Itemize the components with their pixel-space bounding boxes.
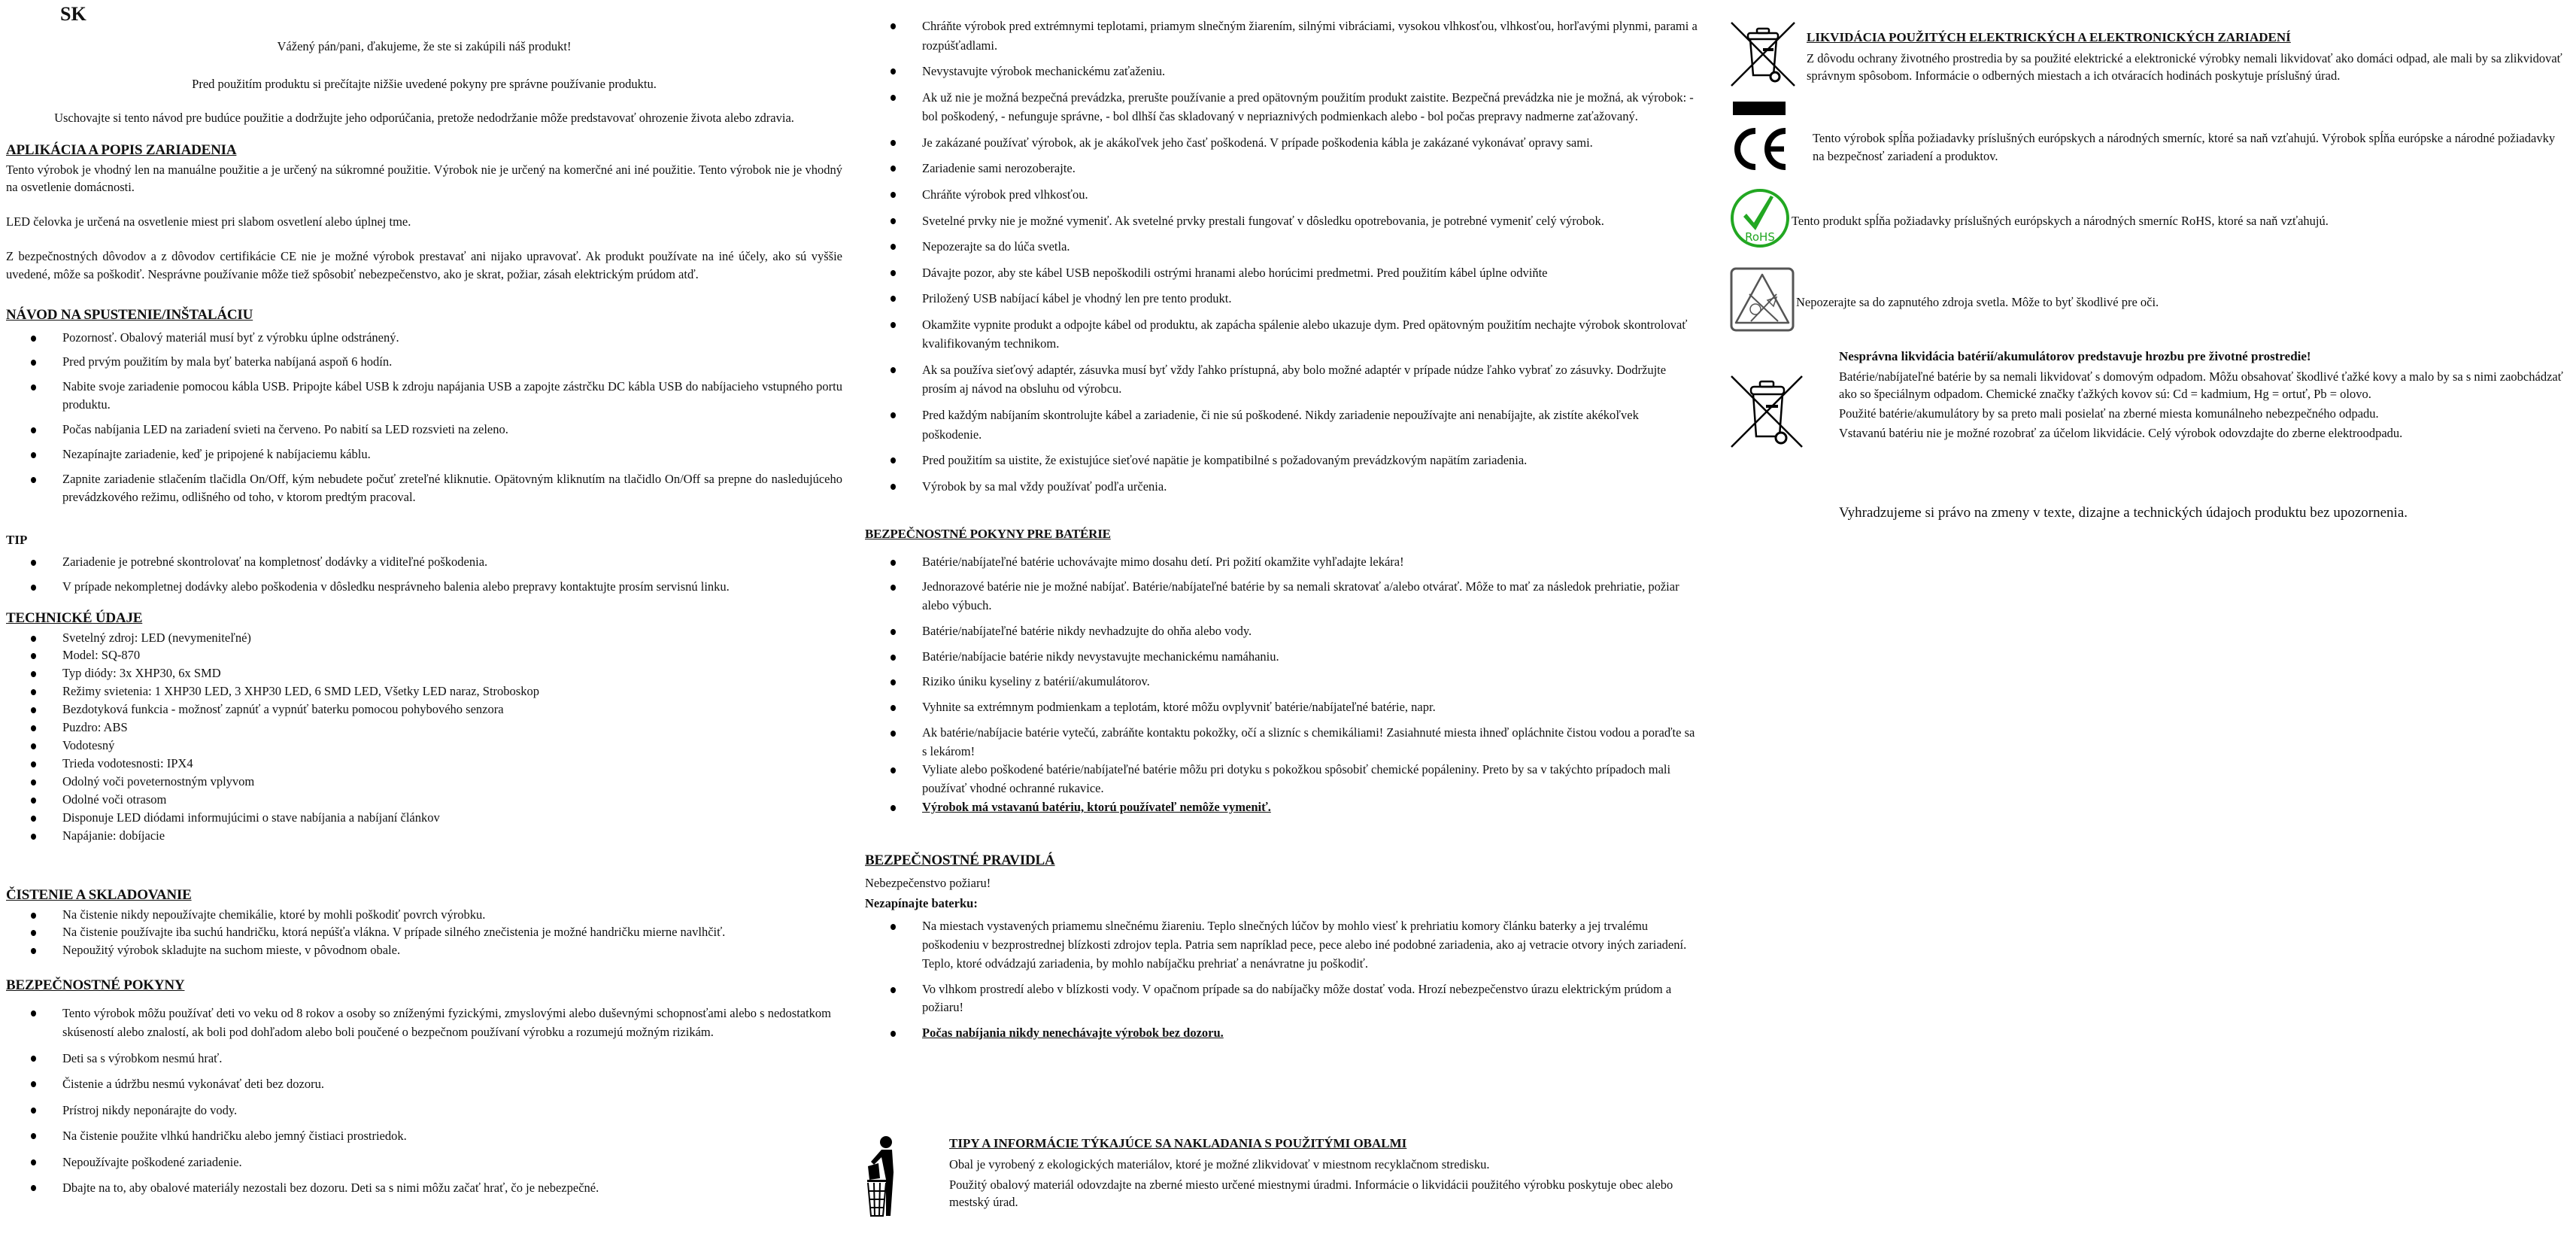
- battery-disposal-title: Nesprávna likvidácia batérií/akumulátorov predstavuje hrozbu pre životné prostredie!: [1839, 349, 2311, 363]
- spec-item: Disponuje LED diódami informujúcimi o stave nabíjania a nabíjaní článkov: [62, 809, 842, 827]
- list-item: Na miestach vystavených priamemu slnečnému žiareniu. Teplo slnečných lúčov by mohlo viesť k prehriatiu komory článku baterky a jej trvalému poškodeniu v bezprostrednej blízkosti zdrojov tepla. Patria sem napríklad pece, pece alebo iné podobné zariadenia, ako aj vetracie otvory iných zariadení. Teplo, ktoré odvádzajú zariadenia, by mohlo nabíjačku prehriať a nenávratne ju poškodiť.: [922, 917, 1700, 973]
- paragraph: LED čelovka je určená na osvetlenie miest pri slabom osvetlení alebo úplnej tme.: [6, 214, 411, 229]
- section-tip: [6, 531, 842, 602]
- weee-paragraph: Z dôvodu ochrany životného prostredia by sa použité elektrické a elektronické výrobky nemali likvidovať ako domáci odpad, ale mali by sa zlikvidovať správnym spôsobom. Informácie o odberných miestach a ich otváracích hodinách poskytuje príslušný úrad.: [1807, 50, 2562, 83]
- battery-emphasis: Výrobok má vstavanú batériu, ktorú používateľ nemôže vymeniť.: [922, 798, 1700, 817]
- section-battery-disposal: [1730, 348, 2568, 455]
- section-title: NÁVOD NA SPUSTENIE/INŠTALÁCIU: [6, 307, 253, 323]
- list-item: Výrobok by sa mal vždy používať podľa určenia.: [922, 477, 1700, 497]
- section-installation: [6, 305, 842, 513]
- crossed-bin-icon: [1730, 348, 1839, 455]
- list-item: Priložený USB nabíjací kábel je vhodný len pre tento produkt.: [922, 289, 1700, 308]
- list-item: Pred použitím sa uistite, že existujúce sieťové napätie je kompatibilné s požadovaným prevádzkovým napätím zariadenia.: [922, 451, 1700, 470]
- list-item: Ak batérie/nabíjacie batérie vytečú, zabráňte kontaktu pokožky, očí a slizníc s chemikáliami! Zasiahnuté miesta ihneď opláchnite čistou vodou a poraďte sa s lekárom!: [922, 724, 1700, 761]
- list-item: Chráňte výrobok pred vlhkosťou.: [922, 185, 1700, 205]
- section-packaging: [865, 1135, 1700, 1223]
- spec-item: Režimy svietenia: 1 XHP30 LED, 3 XHP30 LED, 6 SMD LED, Všetky LED naraz, Stroboskop: [62, 682, 842, 700]
- battery-disposal-line: Použité batérie/akumulátory by sa preto mali posielať na zberné miesta komunálneho nebezpečného odpadu.: [1839, 406, 2379, 421]
- ce-mark-icon: [1730, 126, 1813, 177]
- list-item: Čistenie a údržbu nesmú vykonávať deti bez dozoru.: [62, 1074, 842, 1094]
- spec-item: Trieda vodotesnosti: IPX4: [62, 755, 842, 773]
- litter-bin-icon: [865, 1135, 949, 1223]
- ce-text: Tento výrobok spĺňa požiadavky príslušných európskych a národných smerníc, ktoré sa naň vzťahujú. Výrobok spĺňa európske a národné požiadavky na bezpečnosť zariadení a produktov.: [1813, 131, 2556, 163]
- list-item: Zariadenie sami nerozoberajte.: [922, 159, 1700, 178]
- list-item: Vo vlhkom prostredí alebo v blízkosti vody. V opačnom prípade sa do nabíjačky môže dostať voda. Hrozí nebezpečenstvo úrazu elektrickým prúdom a požiaru!: [922, 980, 1700, 1018]
- list-item: Na čistenie použite vlhkú handričku alebo jemný čistiaci prostriedok.: [62, 1126, 842, 1146]
- list-item: Nezapínajte zariadenie, keď je pripojené k nabíjaciemu káblu.: [62, 445, 842, 463]
- list-item: Pred každým nabíjaním skontrolujte kábel a zariadenie, či nie sú poškodené. Nikdy zariadenie nepoužívajte ani nenabíjajte, ak zistíte akékoľvek poškodenie.: [922, 406, 1700, 444]
- list-item: Batérie/nabíjacie batérie nikdy nevystavujte mechanickému namáhaniu.: [922, 648, 1700, 667]
- list-item: Chráňte výrobok pred extrémnymi teplotami, priamym slnečným žiarením, silnými vibráciami, vysokou vlhkosťou, vlhkosťou, horľavými plynmi, parami a rozpúšťadlami.: [922, 17, 1700, 55]
- spec-item: Vodotesný: [62, 737, 842, 755]
- eye-warning-text: Nepozerajte sa do zapnutého zdroja svetla. Môže to byť škodlivé pre oči.: [1796, 294, 2159, 309]
- spec-item: Model: SQ-870: [62, 646, 842, 664]
- section-title: TECHNICKÉ ÚDAJE: [6, 610, 143, 626]
- list-item: Batérie/nabíjateľné batérie nikdy nevhadzujte do ohňa alebo vody.: [922, 622, 1700, 641]
- spec-item: Bezdotyková funkcia - možnosť zapnúť a vypnúť baterku pomocou pohybového senzora: [62, 700, 842, 719]
- section-title: BEZPEČNOSTNÉ POKYNY: [6, 977, 185, 993]
- list-item: Vyliate alebo poškodené batérie/nabíjateľné batérie môžu pri dotyku s pokožkou spôsobiť chemické popáleniny. Preto by sa v takýchto prípadoch mali používať vhodné ochranné rukavice.: [922, 761, 1700, 798]
- installation-list: [6, 329, 842, 506]
- spec-item: Typ diódy: 3x XHP30, 6x SMD: [62, 664, 842, 682]
- spec-item: Puzdro: ABS: [62, 719, 842, 737]
- rohs-text: Tento produkt spĺňa požiadavky príslušných európskych a národných smerníc RoHS, ktoré sa naň vzťahujú.: [1792, 213, 2329, 228]
- list-item: Dávajte pozor, aby ste kábel USB nepoškodili ostrými hranami alebo horúcimi predmetmi. Pred použitím kábel úplne odviňte: [922, 263, 1700, 283]
- list-item: Dbajte na to, aby obalové materiály nezostali bez dozoru. Deti sa s nimi môžu začať hrať, čo je nebezpečné.: [62, 1178, 842, 1198]
- list-item: Vyhnite sa extrémnym podmienkam a teplotám, ktoré môžu ovplyvniť batérie/nabíjateľné batérie, napr.: [922, 698, 1700, 717]
- crossed-bin-icon: [1730, 21, 1807, 115]
- cleaning-list: [6, 906, 842, 960]
- spec-item: Napájanie: dobíjacie: [62, 827, 842, 845]
- section-battery-safety: [865, 525, 1700, 824]
- list-item: Pred prvým použitím by mala byť baterka nabíjaná aspoň 6 hodín.: [62, 353, 842, 371]
- section-weee: [1730, 21, 2568, 115]
- paragraph: Tento výrobok je vhodný len na manuálne použitie a je určený na súkromné použitie. Výrobok nie je určený na komerčné ani iné použitie. Tento výrobok nie je vhodný na osvetlenie domácnosti.: [6, 162, 842, 195]
- language-code: SK: [60, 3, 86, 25]
- disclaimer: Vyhradzujeme si právo na zmeny v texte, dizajne a technických údajoch produktu bez upozornenia.: [1839, 505, 2408, 521]
- safety-list: [6, 1004, 842, 1199]
- section-application: [6, 140, 842, 284]
- safety-list-continued: [865, 17, 1700, 496]
- spec-item: Odolný voči poveternostným vplyvom: [62, 773, 842, 791]
- section-title: TIP: [6, 533, 28, 547]
- list-item: Riziko úniku kyseliny z batérií/akumulátorov.: [922, 673, 1700, 691]
- section-title: TIPY A INFORMÁCIE TÝKAJÚCE SA NAKLADANIA S POUŽITÝMI OBALMI: [949, 1136, 1407, 1150]
- packaging-line: Použitý obalový materiál odovzdajte na zberné miesto určené miestnymi úradmi. Informácie o likvidácii použitého výrobku poskytuje obec alebo mestský úrad.: [949, 1177, 1673, 1210]
- technical-list: [6, 629, 842, 845]
- section-title: BEZPEČNOSTNÉ POKYNY PRE BATÉRIE: [865, 527, 1111, 541]
- list-item: Svetelné prvky nie je možné vymeniť. Ak svetelné prvky prestali fungovať v dôsledku opotrebovania, je potrebné vymeniť celý výrobok.: [922, 211, 1700, 231]
- section-title: APLIKÁCIA A POPIS ZARIADENIA: [6, 142, 237, 158]
- list-item: Nepoužívajte poškodené zariadenie.: [62, 1153, 842, 1172]
- list-item: Ak už nie je možná bezpečná prevádzka, prerušte používanie a pred opätovným použitím produkt zaistite. Bezpečná prevádzka nie je možná, ak výrobok: - bol poškodený, - nefunguje správne, - bol dlhší čas skladovaný v nepriaznivých podmienkach alebo - bol počas prepravy nadmerne zaťažovaný.: [922, 88, 1700, 126]
- section-safety-rules: [865, 850, 1700, 1050]
- intro-greeting: Vážený pán/pani, ďakujeme, že ste si zakúpili náš produkt!: [277, 39, 572, 53]
- list-item: Prístroj nikdy neponárajte do vody.: [62, 1101, 842, 1120]
- list-item: Nevystavujte výrobok mechanickému zaťaženiu.: [922, 62, 1700, 81]
- list-item: Okamžite vypnite produkt a odpojte kábel od produktu, ak zapácha spálenie alebo ukazuje dym. Pred opätovným použitím nechajte výrobok skontrolovať kvalifikovaným technikom.: [922, 315, 1700, 354]
- section-rohs: [1730, 188, 2568, 254]
- list-item: Počas nabíjania LED na zariadení svieti na červeno. Po nabití sa LED rozsvieti na zeleno.: [62, 421, 842, 439]
- safety-rules-list: [865, 917, 1700, 1043]
- battery-disposal-line: Batérie/nabíjateľné batérie by sa nemali likvidovať s domovým odpadom. Môžu obsahovať škodlivé ťažké kovy a malo by sa s nimi zaobchádzať ako so špeciálnym odpadom. Chemické značky ťažkých kovov sú: Cd = kadmium, Hg = ortuť, Pb = olovo.: [1839, 369, 2563, 401]
- section-title: LIKVIDÁCIA POUŽITÝCH ELEKTRICKÝCH A ELEKTRONICKÝCH ZARIADENÍ: [1807, 30, 2291, 44]
- rohs-icon: [1730, 188, 1792, 254]
- list-item: Na čistenie používajte iba suchú handričku, ktorá nepúšťa vlákna. V prípade silného znečistenia je možné handričku mierne navlhčiť.: [62, 923, 842, 941]
- battery-disposal-line: Vstavanú batériu nie je možné rozobrať za účelom likvidácie. Celý výrobok odovzdajte do zberne elektroodpadu.: [1839, 426, 2403, 441]
- list-item: Ak sa používa sieťový adaptér, zásuvka musí byť vždy ľahko prístupná, aby bolo možné adaptér v prípade núdze ľahko vybrať zo zásuvky. Dodržujte prosím aj návod na obsluhu od výrobcu.: [922, 360, 1700, 399]
- rules-subtitle: Nezapínajte baterku:: [865, 896, 978, 911]
- list-item: Nepozerajte sa do lúča svetla.: [922, 237, 1700, 257]
- section-technical: [6, 608, 842, 845]
- rules-emphasis: Počas nabíjania nikdy nenechávajte výrobok bez dozoru.: [922, 1024, 1700, 1043]
- spec-item: Odolné voči otrasom: [62, 791, 842, 809]
- section-title: BEZPEČNOSTNÉ PRAVIDLÁ: [865, 852, 1055, 868]
- svg-text:RoHS: RoHS: [1745, 230, 1775, 244]
- battery-disposal-text: [1839, 348, 2568, 442]
- list-item: Nepoužitý výrobok skladujte na suchom mieste, v pôvodnom obale.: [62, 941, 842, 959]
- safety-continued: [865, 17, 1700, 503]
- section-cleaning: [6, 885, 842, 959]
- eye-hazard-icon: [1730, 267, 1796, 337]
- list-item: Batérie/nabíjateľné batérie uchovávajte mimo dosahu detí. Pri požití okamžite vyhľadajte lekára!: [922, 553, 1700, 572]
- packaging-line: Obal je vyrobený z ekologických materiálov, ktoré je možné zlikvidovať v miestnom recyklačnom stredisku.: [949, 1156, 1490, 1171]
- list-item: Jednorazové batérie nie je možné nabíjať. Batérie/nabíjateľné batérie by sa nemali skratovať a/alebo otvárať. Môže to mať za následok prehriatie, požiar alebo výbuch.: [922, 578, 1700, 615]
- list-item: Pozornosť. Obalový materiál musí byť z výrobku úplne odstránený.: [62, 329, 842, 347]
- section-title: ČISTENIE A SKLADOVANIE: [6, 887, 192, 903]
- tip-list: [6, 553, 842, 596]
- list-item: Nabite svoje zariadenie pomocou kábla USB. Pripojte kábel USB k zdroju napájania USB a zapojte zástrčku DC kábla USB do nabíjacieho vstupného portu produktu.: [62, 378, 842, 414]
- spec-item: Svetelný zdroj: LED (nevymeniteľné): [62, 629, 842, 647]
- list-item: Je zakázané používať výrobok, ak je akákoľvek jeho časť poškodená. V prípade poškodenia kábla je zakázané vykonávať opravy sami.: [922, 133, 1700, 153]
- paragraph: Z bezpečnostných dôvodov a z dôvodov certifikácie CE nie je možné výrobok prestavať ani nijako upravovať. Ak produkt používate na iné účely, ako sú vyššie uvedené, môže sa poškodiť. Nesprávne používanie môže tiež spôsobiť nebezpečenstvo, ako je skrat, požiar, zásah elektrickým prúdom atď.: [6, 249, 842, 282]
- list-item: V prípade nekompletnej dodávky alebo poškodenia v dôsledku nesprávneho balenia alebo prepravy kontaktujte prosím servisnú linku.: [62, 578, 842, 596]
- black-bar-marker: [1733, 102, 1786, 115]
- list-item: Zapnite zariadenie stlačením tlačidla On/Off, kým nebudete počuť zreteľné kliknutie. Opätovným kliknutím na tlačidlo On/Off sa prepne do nasledujúceho prevádzkového režimu, odlišného od toho, v ktorom predtým pracoval.: [62, 470, 842, 506]
- section-ce: [1730, 126, 2568, 177]
- weee-text: [1807, 21, 2568, 84]
- intro-keep-manual: Uschovajte si tento návod pre budúce použitie a dodržujte jeho odporúčania, pretože nedodržanie môže predstavovať ohrozenie života alebo zdravia.: [54, 111, 794, 125]
- packaging-text: [949, 1135, 1700, 1211]
- battery-safety-list: [865, 553, 1700, 817]
- list-item: Deti sa s výrobkom nesmú hrať.: [62, 1049, 842, 1068]
- fire-warning: Nebezpečenstvo požiaru!: [865, 875, 991, 890]
- list-item: Na čistenie nikdy nepoužívajte chemikálie, ktoré by mohli poškodiť povrch výrobku.: [62, 906, 842, 924]
- list-item: Zariadenie je potrebné skontrolovať na kompletnosť dodávky a viditeľné poškodenia.: [62, 553, 842, 571]
- section-safety: [6, 975, 842, 1205]
- list-item: Tento výrobok môžu používať deti vo veku od 8 rokov a osoby so zníženými fyzickými, zmyslovými alebo duševnými schopnosťami alebo s nedostatkom skúseností alebo znalostí, ak boli pod dohľadom alebo boli poučené o bezpečnom používaní výrobku a rozumejú možným rizikám.: [62, 1004, 842, 1042]
- section-eye-warning: [1730, 267, 2568, 337]
- intro-read-first: Pred použitím produktu si prečítajte nižšie uvedené pokyny pre správne používanie produktu.: [192, 77, 657, 91]
